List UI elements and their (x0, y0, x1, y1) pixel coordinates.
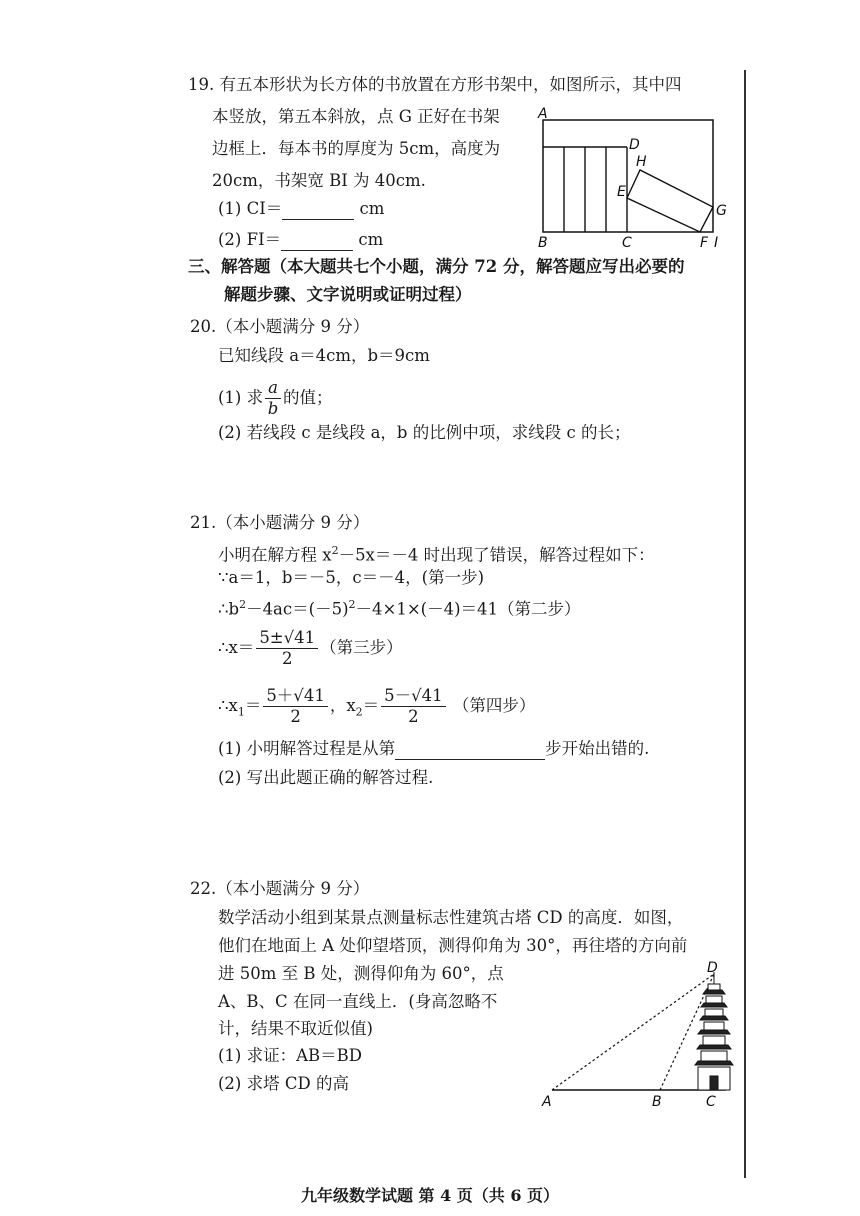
label-H: H (636, 154, 647, 170)
label-C: C (622, 235, 632, 251)
q19-part2 (218, 229, 383, 251)
q22-part2: (2) 求塔 CD 的高 (218, 1074, 349, 1093)
q19-part1-unit: cm (359, 199, 385, 218)
q22-pagoda-figure (540, 960, 740, 1110)
q20-header: 20.（本小题满分 9 分） (190, 317, 370, 336)
label-G: G (716, 203, 727, 219)
slanted-book (627, 170, 713, 232)
label-D: D (707, 960, 718, 976)
q20-given: 已知线段 a＝4cm，b＝9cm (218, 346, 430, 365)
pagoda-icon (695, 972, 733, 1090)
q19-part1-answer-blank[interactable] (282, 201, 354, 220)
label-F: F (700, 235, 709, 251)
q19-bookshelf-figure (530, 104, 735, 254)
q21-step1: ∵a＝1，b＝－5，c＝－4，(第一步) (218, 568, 485, 587)
q19-part2-prefix: (2) FI＝ (218, 230, 282, 249)
margin-rule (744, 70, 746, 1178)
page-footer: 九年级数学试题 第 4 页（共 6 页） (300, 1186, 560, 1205)
q22-part1: (1) 求证：AB＝BD (218, 1046, 363, 1065)
q19-part2-answer-blank[interactable] (281, 232, 353, 251)
q19-part2-unit: cm (358, 230, 384, 249)
label-E: E (617, 184, 626, 200)
q21-part1: (1) 小明解答过程是从第 步开始出错的. (218, 739, 650, 758)
q22-line2: 他们在地面上 A 处仰望塔顶，测得仰角为 30°，再往塔的方向前 (218, 936, 688, 955)
q21-step4: $\therefore x_1=$ $\frac{5+√41}{2}$ ，$x_2=$ $\frac{5-√41}{2}$ （第四步） (218, 686, 536, 726)
q20-part1 (218, 376, 332, 420)
q22-line1: 数学活动小组到某景点测量标志性建筑古塔 CD 的高度．如图， (218, 908, 684, 927)
q21-header: 21.（本小题满分 9 分） (190, 513, 370, 532)
q20-part1-prefix: (1) 求 (218, 388, 264, 407)
q19-line1: 19. 有五本形状为长方体的书放置在方形书架中，如图所示，其中四 (188, 75, 682, 94)
section3-subtitle: 解题步骤、文字说明或证明过程） (224, 285, 472, 304)
label-B: B (652, 1094, 662, 1110)
step3-fraction: $\frac{5\pm√41}{2}$ (256, 628, 318, 669)
q22-line4: A、B、C 在同一直线上．(身高忽略不 (218, 992, 498, 1011)
label-D: D (629, 137, 640, 153)
step4-fraction-2: $\frac{5-√41}{2}$ (381, 686, 446, 727)
q19-line3: 边框上．每本书的厚度为 5cm，高度为 (212, 139, 501, 158)
label-A: A (542, 1094, 552, 1110)
step4-fraction-1: $\frac{5+√41}{2}$ (263, 686, 328, 727)
q19-line2: 本竖放，第五本斜放，点 G 正好在书架 (212, 107, 500, 126)
q21-part1-answer-blank[interactable] (395, 741, 545, 760)
q20-part2: (2) 若线段 c 是线段 a，b 的比例中项，求线段 c 的长； (218, 423, 631, 442)
section3-title: 三、解答题（本大题共七个小题，满分 72 分，解答题应写出必要的 (188, 257, 685, 276)
q21-part2: (2) 写出此题正确的解答过程. (218, 768, 434, 787)
label-B: B (538, 235, 548, 251)
label-I: I (714, 235, 719, 251)
q20-part1-suffix: 的值； (282, 388, 333, 407)
shelf-frame (543, 120, 713, 232)
q21-step3: ∴x＝ $\frac{5\pm√41}{2}$ （第三步） (218, 628, 403, 668)
q22-header: 22.（本小题满分 9 分） (190, 879, 370, 898)
q21-intro: 小明在解方程 $x^2-5x=-4$ 时出现了错误，解答过程如下： (218, 544, 655, 565)
q21-step2: $\therefore b^2-4ac=(-5)^2-4\times 1\times(-4)=41$（第二步） (218, 598, 581, 619)
q22-line3: 进 50m 至 B 处，测得仰角为 60°，点 (218, 964, 504, 983)
q22-line5: 计，结果不取近似值) (218, 1019, 373, 1038)
q19-part1 (218, 198, 384, 220)
label-A: A (538, 106, 548, 122)
q19-part1-prefix: (1) CI＝ (218, 199, 283, 218)
q19-line4: 20cm，书架宽 BI 为 40cm. (212, 171, 426, 190)
label-C: C (706, 1094, 716, 1110)
fraction-a-over-b: $\frac{a}{b}$ (265, 378, 281, 419)
